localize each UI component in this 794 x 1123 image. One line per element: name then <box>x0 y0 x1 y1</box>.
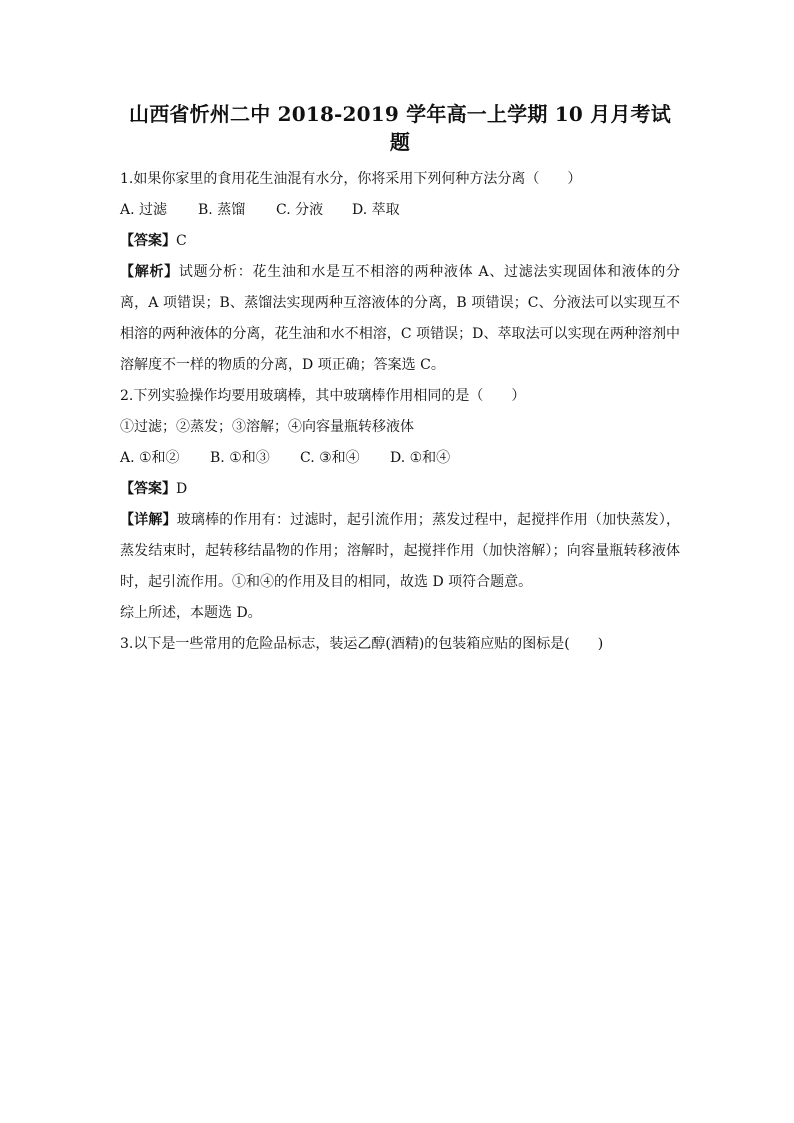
question-1-option-a: A. 过滤 <box>120 202 168 218</box>
question-2-items: ①过滤；②蒸发；③溶解；④向容量瓶转移液体 <box>120 419 414 435</box>
question-1-option-d: D. 萃取 <box>352 202 400 218</box>
question-1-stem: 1.如果你家里的食用花生油混有水分，你将采用下列何种方法分离（ ） <box>120 171 582 187</box>
question-1-options <box>120 195 680 226</box>
document-page <box>120 100 680 660</box>
question-2-summary: 综上所述，本题选 D。 <box>120 605 262 621</box>
analysis-label: 【解析】 <box>120 264 179 280</box>
question-1-option-b: B. 蒸馏 <box>198 202 246 218</box>
question-2-option-a: A. ①和② <box>120 450 180 466</box>
question-2-detail <box>120 505 680 598</box>
answer-value: C <box>176 233 187 249</box>
question-2-options <box>120 443 680 474</box>
question-1-option-c: C. 分液 <box>276 202 324 218</box>
question-1-answer <box>120 226 680 257</box>
question-2-option-c: C. ③和④ <box>300 450 360 466</box>
question-3-stem: 3.以下是一些常用的危险品标志，装运乙醇(酒精)的包装箱应贴的图标是( ) <box>120 636 604 652</box>
answer-label: 【答案】 <box>120 233 176 249</box>
detail-text: 玻璃棒的作用有：过滤时，起引流作用；蒸发过程中，起搅拌作用（加快蒸发），蒸发结束时，起转移结晶物的作用；溶解时，起搅拌作用（加快溶解）；向容量瓶转移液体时，起引流作用。①和④的作用及目的相同，故选 D 项符合题意。 <box>120 512 680 590</box>
detail-label: 【详解】 <box>120 512 177 528</box>
analysis-text: 试题分析：花生油和水是互不相溶的两种液体 A、过滤法实现固体和液体的分离，A 项错误；B、蒸馏法实现两种互溶液体的分离，B 项错误；C、分液法可以实现互不相溶的两种液体的分离，花生油和水不相溶，C 项错误；D、萃取法可以实现在两种溶剂中溶解度不一样的物质的分离，D 项正确；答案选 C。 <box>120 264 680 373</box>
question-1-analysis <box>120 257 680 381</box>
answer-value: D <box>176 481 188 497</box>
question-2-stem: 2.下列实验操作均要用玻璃棒，其中玻璃棒作用相同的是（ ） <box>120 388 526 404</box>
question-2-option-d: D. ①和④ <box>390 450 451 466</box>
question-2-answer <box>120 474 680 505</box>
answer-label: 【答案】 <box>120 481 176 497</box>
question-2-option-b: B. ①和③ <box>210 450 270 466</box>
page-title: 山西省忻州二中 2018-2019 学年高一上学期 10 月月考试题 <box>129 102 671 154</box>
